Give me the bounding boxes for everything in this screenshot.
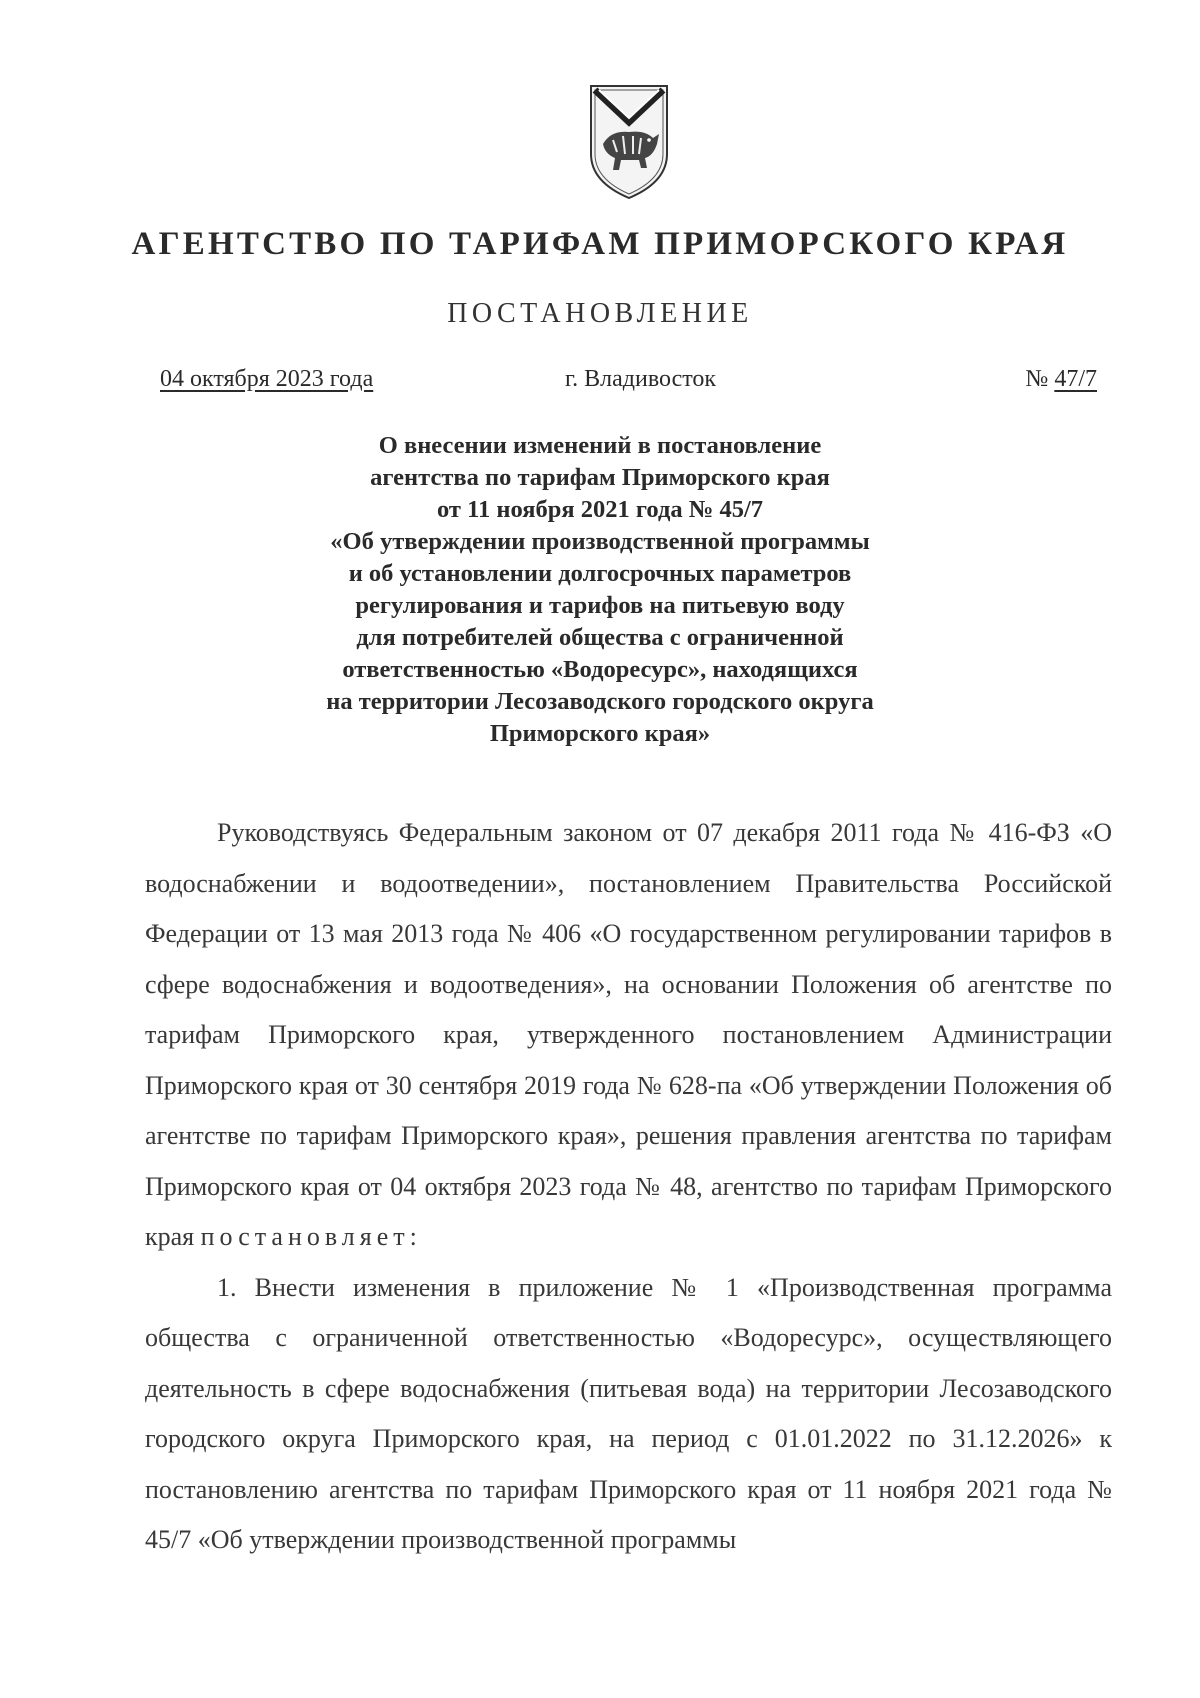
body-paragraph-preamble — [145, 808, 1112, 1263]
body-paragraph-item-1: 1. Внести изменения в приложение № 1 «Производственная программа общества с ограниченной ответственностью «Водоресурс», осуществляющего деятельность в сфере водоснабжения (питьевая вода) на территории Лесозаводского городского округа Приморского края, на период с 01.01.2022 по 31.12.2026» к постановлению агентства по тарифам Приморского края от 11 ноября 2021 года № 45/7 «Об утверждении производственной программы — [145, 1272, 1112, 1554]
number-prefix: № — [1025, 366, 1049, 392]
subject-line: «Об утверждении производственной программы — [330, 528, 870, 555]
subject-line: от 11 ноября 2021 года № 45/7 — [436, 496, 764, 523]
subject-line: ответственностью «Водоресурс», находящихся — [342, 656, 858, 683]
document-city: г. Владивосток — [565, 366, 717, 392]
agency-title: АГЕНТСТВО ПО ТАРИФАМ ПРИМОРСКОГО КРАЯ — [131, 226, 1069, 262]
subject-line: агентства по тарифам Приморского края — [370, 464, 830, 491]
subject-line: на территории Лесозаводского городского округа — [326, 688, 874, 715]
document-date: 04 октября 2023 года — [160, 366, 374, 392]
subject-line: и об установлении долгосрочных параметров — [348, 560, 852, 587]
subject-line: Приморского края» — [489, 720, 711, 747]
subject-line: для потребителей общества с ограниченной — [356, 624, 844, 651]
subject-line: О внесении изменений в постановление — [378, 432, 822, 459]
document-subject — [200, 430, 1000, 750]
preamble-text: Руководствуясь Федеральным законом от 07 декабря 2011 года № 416-ФЗ «О водоснабжении и водоотведении», постановлением Правительства Российской Федерации от 13 мая 2013 года № 406 «О государственном регулировании тарифов в сфере водоснабжения и водоотведения», на основании Положения об агентстве по тарифам Приморского края, утвержденного постановлением Администрации Приморского края от 30 сентября 2019 года № 628-па «Об утверждении Положения об агентстве по тарифам Приморского края», решения правления агентства по тарифам Приморского края от 04 октября 2023 года № 48, агентство по тарифам Приморского края — [145, 818, 1112, 1251]
subject-line: регулирования и тарифов на питьевую воду — [355, 592, 845, 619]
decree-word: постановляет: — [200, 1222, 422, 1251]
primorsky-krai-coat-of-arms-icon — [585, 82, 673, 202]
document-body — [145, 808, 1112, 1566]
document-number — [1025, 366, 1097, 393]
document-type: ПОСТАНОВЛЕНИЕ — [447, 298, 753, 329]
number-value: 47/7 — [1054, 366, 1097, 392]
